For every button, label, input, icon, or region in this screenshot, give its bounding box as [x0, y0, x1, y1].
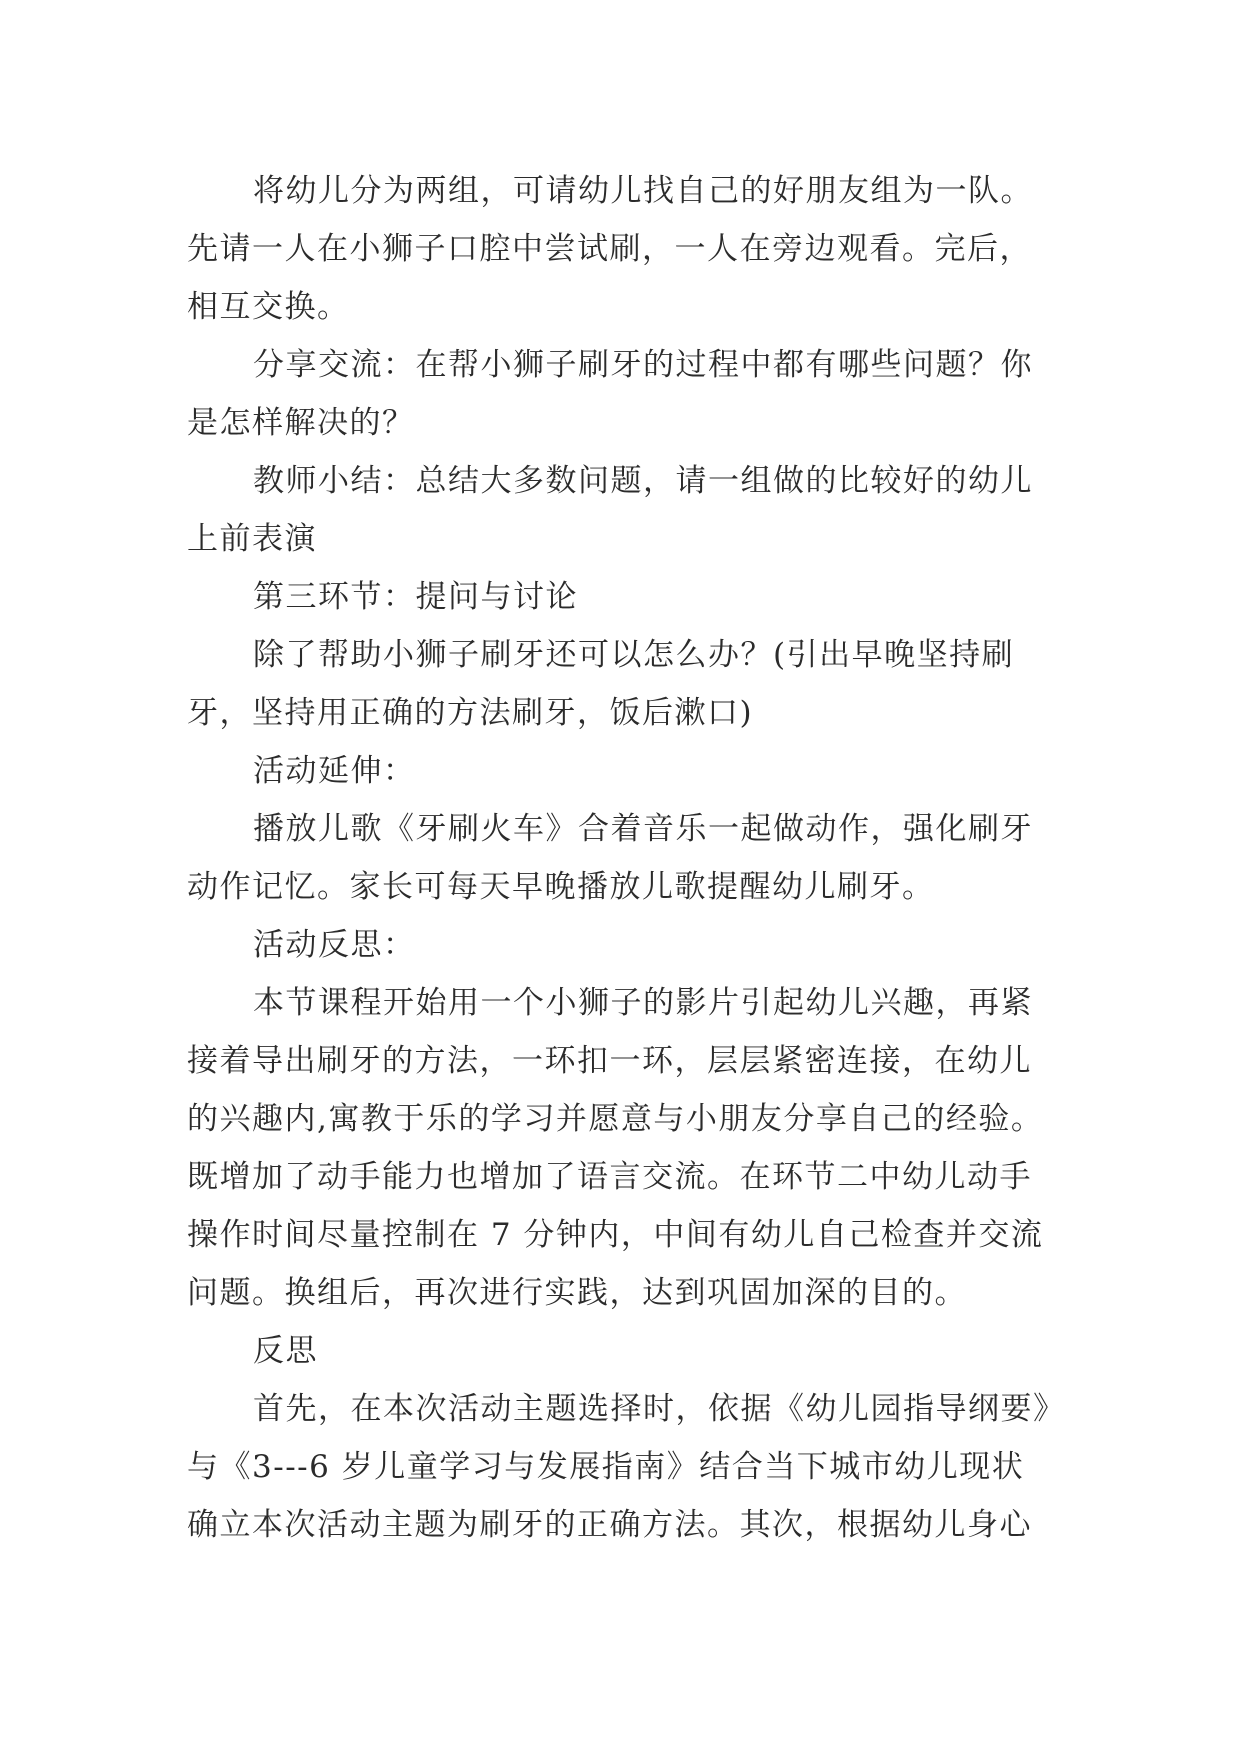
text-line: 首先，在本次活动主题选择时，依据《幼儿园指导纲要》 [253, 1391, 1066, 1427]
text-line: 除了帮助小狮子刷牙还可以怎么办？(引出早晚坚持刷 [253, 637, 1015, 673]
text-line: 动作记忆。家长可每天早晚播放儿歌提醒幼儿刷牙。 [187, 869, 935, 905]
text-line: 是怎样解决的？ [187, 405, 415, 441]
text-line: 牙，坚持用正确的方法刷牙，饭后漱口) [187, 695, 754, 731]
text-line: 的兴趣内,寓教于乐的学习并愿意与小朋友分享自己的经验。 [187, 1101, 1044, 1137]
section-heading: 反思 [253, 1333, 318, 1369]
text-line: 相互交换。 [187, 289, 350, 325]
section-heading: 第三环节：提问与讨论 [253, 579, 578, 615]
text-line: 接着导出刷牙的方法，一环扣一环，层层紧密连接，在幼儿 [187, 1043, 1032, 1079]
text-line: 教师小结：总结大多数问题，请一组做的比较好的幼儿 [253, 463, 1033, 499]
text-line: 问题。换组后，再次进行实践，达到巩固加深的目的。 [187, 1275, 967, 1311]
text-line: 将幼儿分为两组，可请幼儿找自己的好朋友组为一队。 [253, 173, 1033, 209]
text-line: 操作时间尽量控制在 7 分钟内，中间有幼儿自己检查并交流 [187, 1217, 1044, 1253]
text-line: 播放儿歌《牙刷火车》合着音乐一起做动作，强化刷牙 [253, 811, 1033, 847]
text-line: 先请一人在小狮子口腔中尝试刷，一人在旁边观看。完后， [187, 231, 1032, 267]
text-line: 分享交流：在帮小狮子刷牙的过程中都有哪些问题？你 [253, 347, 1033, 383]
section-heading: 活动反思： [253, 927, 416, 963]
text-line: 确立本次活动主题为刷牙的正确方法。其次，根据幼儿身心 [187, 1507, 1032, 1543]
document-body [187, 162, 1066, 1554]
text-line: 与《3---6 岁儿童学习与发展指南》结合当下城市幼儿现状 [187, 1449, 1025, 1485]
text-line: 本节课程开始用一个小狮子的影片引起幼儿兴趣，再紧 [253, 985, 1033, 1021]
text-line: 上前表演 [187, 521, 317, 557]
text-line: 既增加了动手能力也增加了语言交流。在环节二中幼儿动手 [187, 1159, 1032, 1195]
section-heading: 活动延伸： [253, 753, 416, 789]
